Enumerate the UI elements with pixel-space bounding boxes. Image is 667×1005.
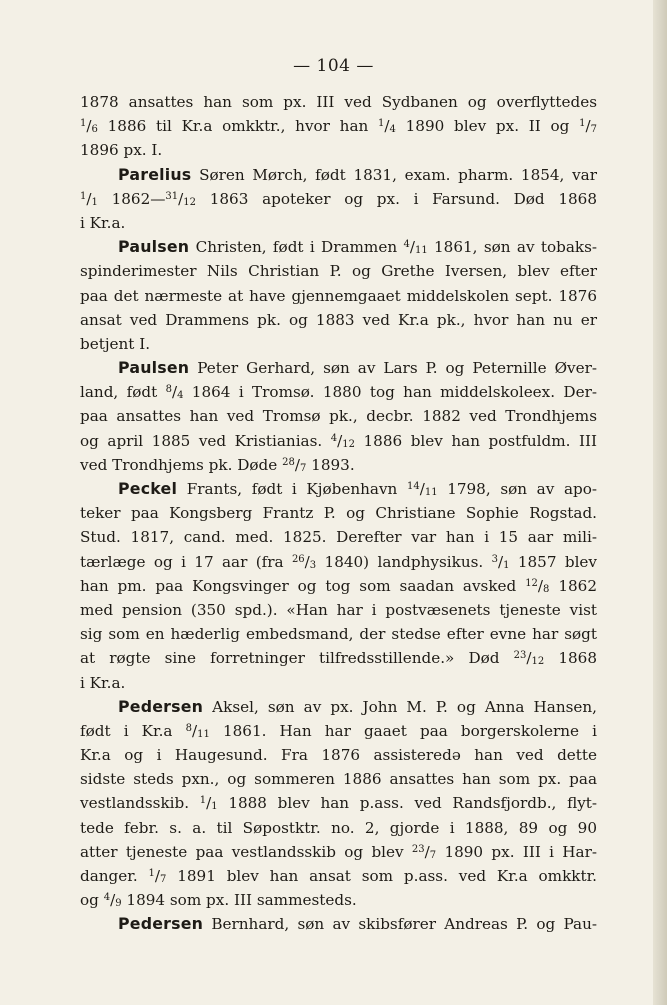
text-line: $^1/_6$ 1886 til Kr.a omkktr., hvor han $^1/_4$ 1890 blev px. II og $^1/_7$ xyxy=(80,117,597,136)
entry-surname: Peckel xyxy=(118,479,178,498)
text-line: Paulsen Christen, født i Drammen $^4/_{11}$ 1861, søn av tobaks- xyxy=(118,237,598,257)
text-line: Peckel Frants, født i Kjøbenhavn $^{14}/_{11}$ 1798, søn av apo- xyxy=(118,479,597,498)
text-line: tede febr. s. a. til Søpostktr. no. 2, gjorde i 1888, 89 og 90 xyxy=(80,818,597,837)
text-line: paa ansattes han ved Tromsø pk., decbr. 1882 ved Trondhjems xyxy=(80,407,597,426)
page-edge xyxy=(653,0,667,1005)
text-line: atter tjeneste paa vestlandsskib og blev $^{23}/_7$ 1890 px. III i Har- xyxy=(80,842,597,861)
text-line: vestlandsskib. $^1/_1$ 1888 blev han p.ass. ved Randsfjordb., flyt- xyxy=(80,794,598,813)
text-line: Parelius Søren Mørch, født 1831, exam. pharm. 1854, var xyxy=(118,164,597,184)
body-text xyxy=(80,90,597,937)
text-line: i Kr.a. xyxy=(80,213,126,232)
text-line: og $^4/_9$ 1894 som px. III sammesteds. xyxy=(80,891,357,910)
text-line: sidste steds pxn., og sommeren 1886 ansattes han som px. paa xyxy=(80,770,597,789)
text-line: i Kr.a. xyxy=(80,673,126,692)
text-line: Pedersen Bernhard, søn av skibsfører Andreas P. og Pau- xyxy=(118,914,597,934)
entry-surname: Parelius xyxy=(118,164,192,184)
text-line: 1878 ansattes han som px. III ved Sydbanen og overflyttedes xyxy=(80,93,597,111)
text-line: ansat ved Drammens pk. og 1883 ved Kr.a pk., hvor han nu er xyxy=(80,310,597,329)
entry-surname: Paulsen xyxy=(118,358,190,378)
text-line: danger. $^1/_7$ 1891 blev han ansat som p.ass. ved Kr.a omkktr. xyxy=(80,867,597,885)
text-line: han pm. paa Kongsvinger og tog som saadan avsked $^{12}/_8$ 1862 xyxy=(80,576,597,595)
text-line: født i Kr.a $^8/_{11}$ 1861. Han har gaaet paa borgerskolerne i xyxy=(80,721,598,740)
text-line: paa det nærmeste at have gjennemgaaet middelskolen sept. 1876 xyxy=(80,286,597,305)
text-line: land, født $^8/_4$ 1864 i Tromsø. 1880 tog han middelskoleex. Der- xyxy=(80,383,597,402)
text-line: tærlæge og i 17 aar (fra $^{26}/_3$ 1840) landphysikus. $^3/_1$ 1857 blev xyxy=(80,552,597,571)
page-number: — 104 — xyxy=(293,56,374,76)
text-line: teker paa Kongsberg Frantz P. og Christiane Sophie Rogstad. xyxy=(80,504,597,523)
text-line: og april 1885 ved Kristianias. $^4/_{12}$ 1886 blev han postfuldm. III xyxy=(80,431,597,450)
entry-surname: Pedersen xyxy=(118,696,204,716)
entry-surname: Pedersen xyxy=(118,914,204,934)
text-line: Stud. 1817, cand. med. 1825. Derefter var han i 15 aar mili- xyxy=(80,528,597,547)
text-line: $^1/_1$ $1862—^{31}/_{12}$ 1863 apoteker og px. i Farsund. Død 1868 xyxy=(80,189,597,208)
text-line: Pedersen Aksel, søn av px. John M. P. og Anna Hansen, xyxy=(118,696,597,716)
text-line: at røgte sine forretninger tilfredsstillende.» Død $^{23}/_{12}$ 1868 xyxy=(80,649,597,668)
text-line: betjent I. xyxy=(80,334,151,353)
entry-surname: Paulsen xyxy=(118,237,190,257)
text-line: med pension (350 spd.). «Han har i postvæsenets tjeneste vist xyxy=(80,600,597,619)
text-line: sig som en hæderlig embedsmand, der stedse efter evne har søgt xyxy=(80,625,597,644)
text-line: ved Trondhjems pk. Døde $^{28}/_7$ 1893. xyxy=(80,455,355,474)
text-line: Kr.a og i Haugesund. Fra 1876 assisteredə han ved dette xyxy=(80,746,597,765)
text-line: Paulsen Peter Gerhard, søn av Lars P. og Peternille Øver- xyxy=(118,358,597,378)
text-line: spinderimester Nils Christian P. og Grethe Iversen, blev efter xyxy=(80,262,597,281)
text-line: 1896 px. I. xyxy=(80,141,163,160)
